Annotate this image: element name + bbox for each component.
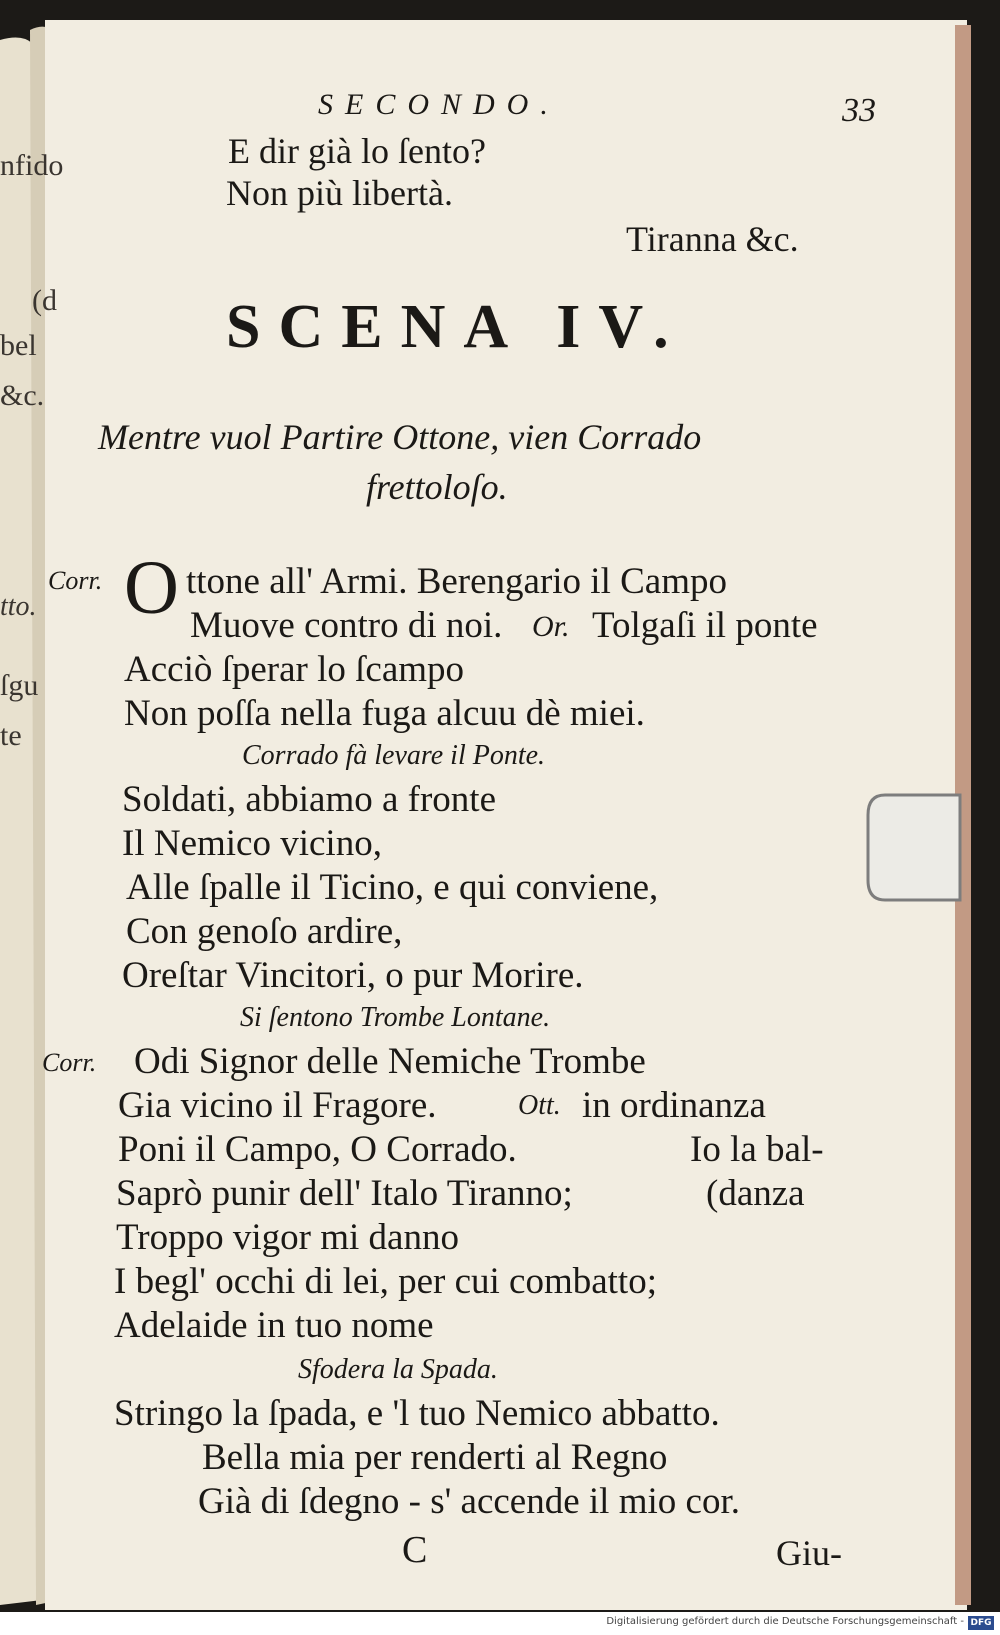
- verse-line: in ordinanza: [582, 1085, 766, 1126]
- verse-line: Alle ſpalle il Ticino, e qui conviene,: [126, 867, 659, 908]
- verse-line: Saprò punir dell' Italo Tiranno;: [116, 1173, 573, 1214]
- verse-line: ttone all' Armi. Berengario il Campo: [186, 561, 727, 602]
- verse-line: Tolgaſi il ponte: [592, 605, 818, 646]
- verse-line: Già di ſdegno - s' accende il mio cor.: [198, 1481, 740, 1522]
- scene-heading: SCENA IV.: [226, 293, 687, 361]
- verse-line: Bella mia per renderti al Regno: [202, 1437, 668, 1478]
- verse-line: I begl' occhi di lei, per cui combatto;: [114, 1261, 657, 1302]
- speaker-label: Or.: [532, 610, 570, 643]
- refrain: Tiranna &c.: [626, 219, 799, 259]
- speaker-label: Ott.: [518, 1090, 561, 1121]
- verse-line: Troppo vigor mi danno: [116, 1217, 459, 1258]
- footer-credit: Digitalisierung gefördert durch die Deutsche Forschungsgemeinschaft -: [606, 1616, 964, 1627]
- stage-direction: Sfodera la Spada.: [298, 1354, 498, 1385]
- verse-line: Stringo la ſpada, e 'l tuo Nemico abbatto.: [114, 1393, 720, 1434]
- signature-mark: C: [402, 1529, 428, 1571]
- stage-direction: Si ſentono Trombe Lontane.: [240, 1002, 551, 1033]
- verse-line: Io la bal-: [690, 1129, 824, 1170]
- stage-direction: Mentre vuol Partire Ottone, vien Corrado: [98, 417, 702, 457]
- speaker-label: Corr.: [42, 1048, 97, 1077]
- dfg-logo-icon: DFG: [968, 1616, 994, 1630]
- verse-line: Il Nemico vicino,: [122, 823, 382, 864]
- digitization-footer: [0, 1612, 1000, 1635]
- stage-direction: frettoloſo.: [366, 467, 508, 507]
- speaker-label: Corr.: [48, 566, 103, 595]
- svg-text:&c.: &c.: [0, 379, 45, 412]
- svg-text:bel: bel: [0, 329, 37, 362]
- svg-text:tto.: tto.: [0, 591, 37, 622]
- svg-text:nfido: nfido: [0, 149, 64, 182]
- svg-text:(d: (d: [32, 284, 57, 317]
- verse-line: Poni il Campo, O Corrado.: [118, 1129, 517, 1170]
- verse-line: Soldati, abbiamo a fronte: [122, 779, 497, 820]
- verse-line: Con genoſo ardire,: [126, 911, 403, 952]
- drop-cap: O: [124, 546, 179, 630]
- verse-line: Odi Signor delle Nemiche Trombe: [134, 1041, 646, 1082]
- running-head-title: SECONDO.: [318, 88, 560, 121]
- svg-text:ſgu: ſgu: [0, 669, 39, 702]
- verse-line: Non più libertà.: [226, 173, 453, 213]
- verse-line: E dir già lo ſento?: [228, 131, 486, 171]
- verse-line: (danza: [706, 1173, 805, 1214]
- verse-line: Oreſtar Vincitori, o pur Morire.: [122, 955, 584, 996]
- verse-line: Gia vicino il Fragore.: [118, 1085, 437, 1126]
- svg-text:te: te: [0, 719, 22, 752]
- page-number: 33: [842, 92, 876, 129]
- stage-direction: Corrado fà levare il Ponte.: [242, 740, 546, 771]
- verse-line: Acciò ſperar lo ſcampo: [124, 649, 465, 690]
- verse-line: Muove contro di noi.: [190, 605, 503, 646]
- verse-line: Non poſſa nella fuga alcuu dè miei.: [124, 693, 645, 734]
- verse-line: Adelaide in tuo nome: [114, 1305, 434, 1346]
- catchword: Giu-: [776, 1533, 842, 1573]
